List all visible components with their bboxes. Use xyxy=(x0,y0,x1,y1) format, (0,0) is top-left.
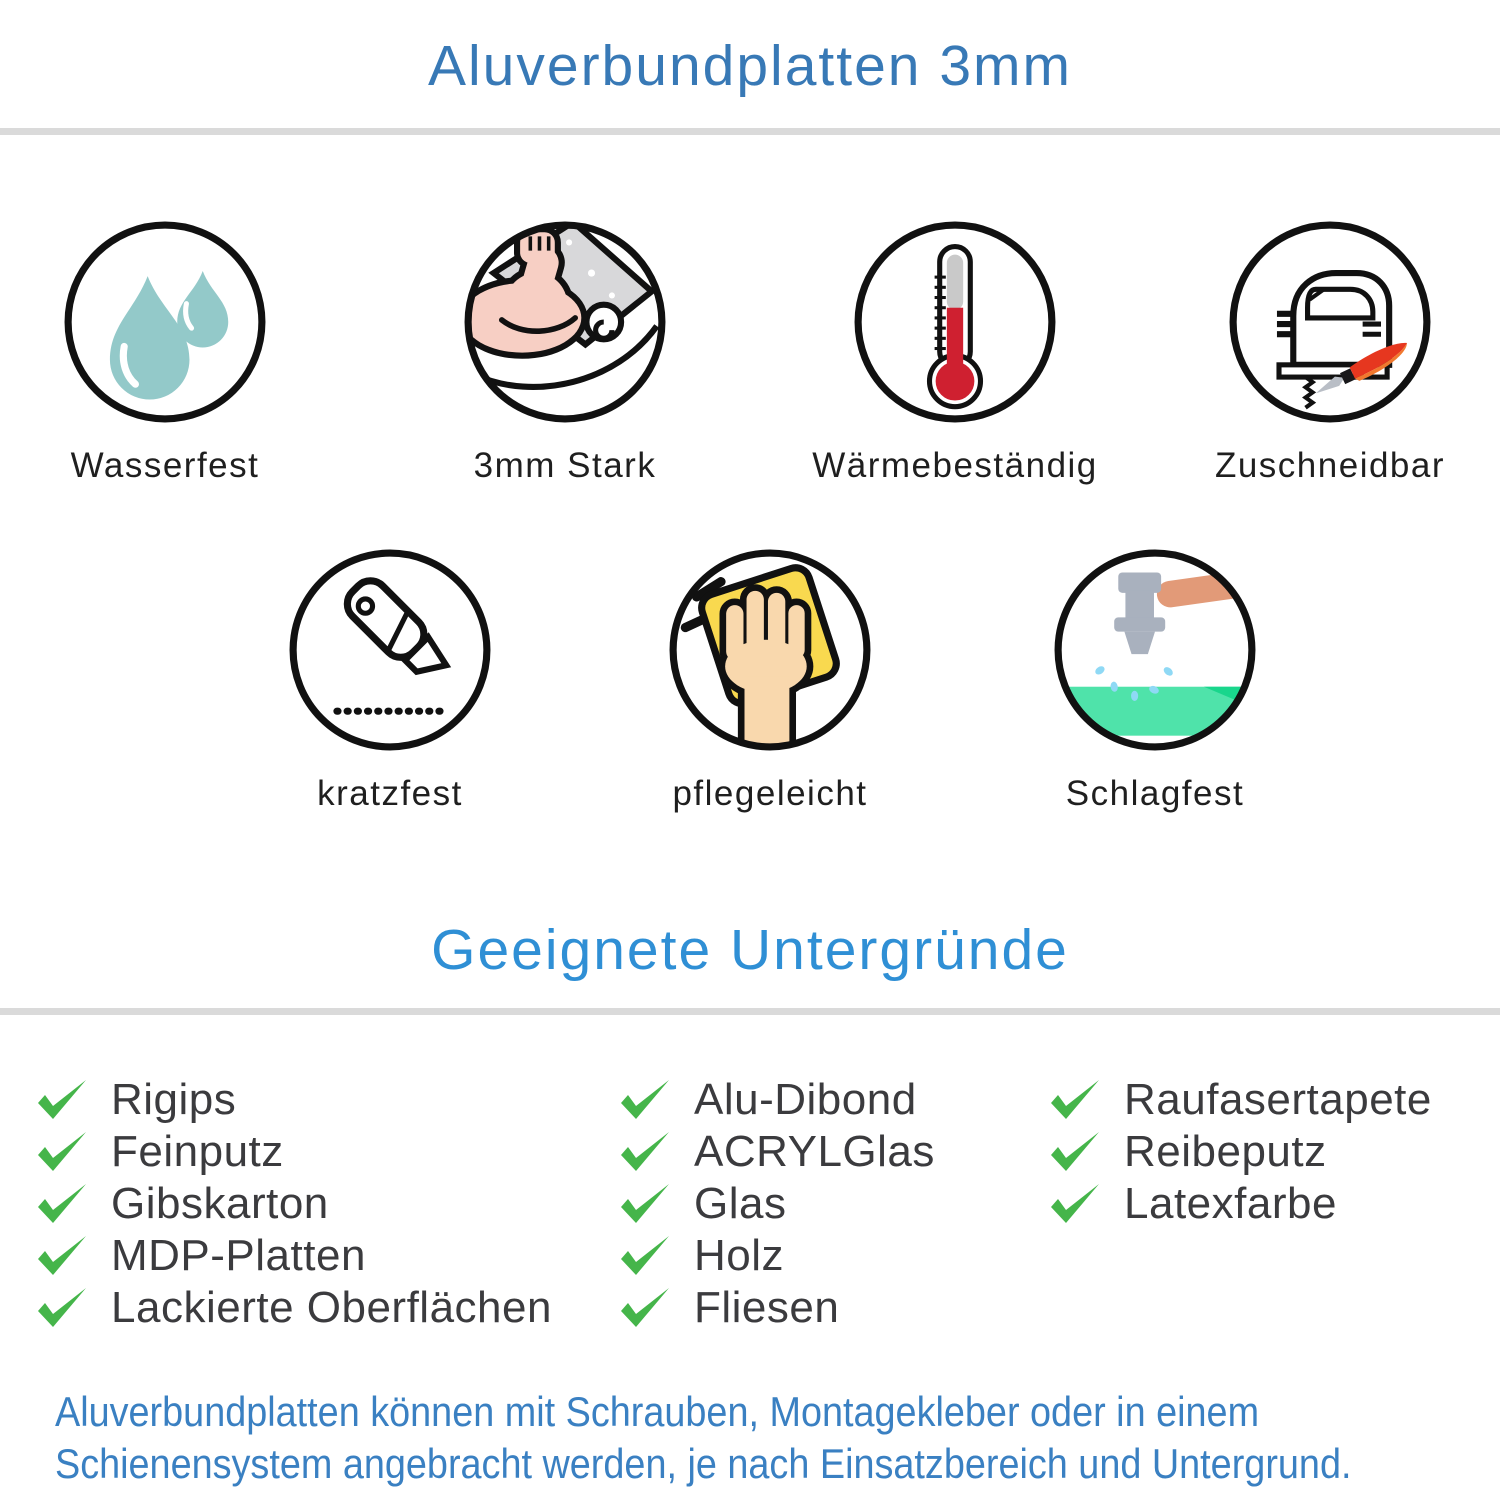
list-item xyxy=(618,1126,935,1178)
list-item xyxy=(35,1074,552,1126)
substrate-label: Latexfarbe xyxy=(1124,1179,1337,1228)
list-item xyxy=(35,1230,552,1282)
feature-label: Schlagfest xyxy=(1065,774,1245,813)
feature-kratzfest xyxy=(240,548,540,814)
feature-schlagfest xyxy=(1005,548,1305,814)
substrate-label: Fliesen xyxy=(694,1283,840,1332)
divider-top xyxy=(0,128,1500,135)
check-icon xyxy=(618,1233,672,1279)
thermometer-icon xyxy=(853,220,1057,424)
check-icon xyxy=(618,1077,672,1123)
feature-label: pflegeleicht xyxy=(672,774,868,813)
substrate-label: MDP-Platten xyxy=(111,1231,366,1280)
substrate-column-3 xyxy=(1048,1074,1432,1230)
check-icon xyxy=(1048,1181,1102,1227)
check-icon xyxy=(35,1181,89,1227)
divider-middle xyxy=(0,1008,1500,1015)
substrate-column-2 xyxy=(618,1074,935,1334)
hammer-icon xyxy=(1053,548,1257,752)
list-item xyxy=(618,1282,935,1334)
feature-label: kratzfest xyxy=(317,774,463,813)
substrate-label: Alu-Dibond xyxy=(694,1075,917,1124)
substrate-label: Feinputz xyxy=(111,1127,284,1176)
check-icon xyxy=(1048,1077,1102,1123)
list-item xyxy=(618,1074,935,1126)
list-item xyxy=(35,1178,552,1230)
feature-pflegeleicht xyxy=(620,548,920,814)
feature-waermebestaendig xyxy=(805,220,1105,486)
substrate-label: Glas xyxy=(694,1179,787,1228)
substrate-column-1 xyxy=(35,1074,552,1334)
wiping-hand-icon xyxy=(668,548,872,752)
jigsaw-icon xyxy=(1228,220,1432,424)
feature-label: 3mm Stark xyxy=(473,446,657,485)
list-item xyxy=(1048,1074,1432,1126)
feature-label: Wärmebeständig xyxy=(812,446,1098,485)
substrate-label: Holz xyxy=(694,1231,785,1280)
list-item xyxy=(1048,1126,1432,1178)
feature-3mm-stark xyxy=(415,220,715,486)
check-icon xyxy=(35,1129,89,1175)
check-icon xyxy=(618,1181,672,1227)
check-icon xyxy=(35,1233,89,1279)
feature-label: Zuschneidbar xyxy=(1214,446,1446,485)
list-item xyxy=(35,1282,552,1334)
list-item xyxy=(1048,1178,1432,1230)
mounting-note-line: Schienensystem angebracht werden, je nach Einsatzbereich und Untergrund. xyxy=(55,1440,1352,1487)
substrate-label: Lackierte Oberflächen xyxy=(111,1283,552,1332)
check-icon xyxy=(618,1285,672,1331)
substrate-label: ACRYLGlas xyxy=(694,1127,935,1176)
list-item xyxy=(618,1230,935,1282)
page-title: Aluverbundplatten 3mm xyxy=(427,34,1072,98)
feature-zuschneidbar xyxy=(1180,220,1480,486)
substrate-label: Raufasertapete xyxy=(1124,1075,1432,1124)
mounting-note xyxy=(55,1386,1351,1490)
substrate-label: Reibeputz xyxy=(1124,1127,1327,1176)
mounting-note-line: Aluverbundplatten können mit Schrauben, Montagekleber oder in einem xyxy=(55,1388,1260,1435)
section-title-untergruende: Geeignete Untergründe xyxy=(431,918,1069,982)
check-icon xyxy=(35,1077,89,1123)
list-item xyxy=(35,1126,552,1178)
list-item xyxy=(618,1178,935,1230)
substrate-label: Rigips xyxy=(111,1075,237,1124)
substrate-label: Gibskarton xyxy=(111,1179,329,1228)
check-icon xyxy=(35,1285,89,1331)
check-icon xyxy=(618,1129,672,1175)
utility-knife-icon xyxy=(288,548,492,752)
water-drops-icon xyxy=(63,220,267,424)
check-icon xyxy=(1048,1129,1102,1175)
feature-label: Wasserfest xyxy=(70,446,260,485)
muscle-arm-icon xyxy=(463,220,667,424)
feature-wasserfest xyxy=(15,220,315,486)
